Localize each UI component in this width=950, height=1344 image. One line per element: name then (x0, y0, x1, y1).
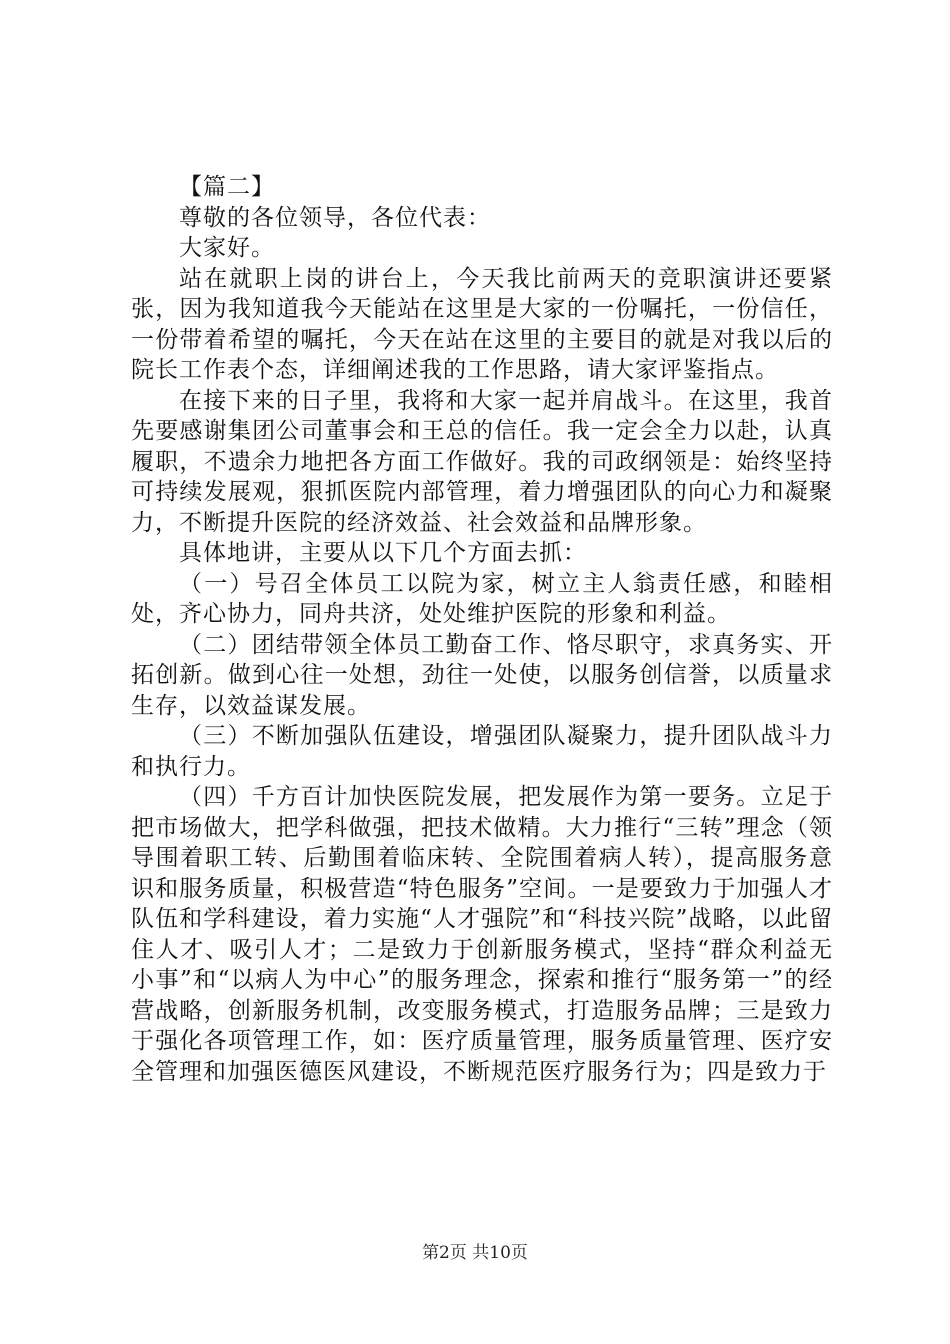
greeting: 大家好。 (179, 235, 275, 261)
section-heading: 【篇二】 (179, 174, 275, 200)
document-body (131, 172, 833, 1087)
salutation: 尊敬的各位领导，各位代表： (179, 204, 491, 231)
list-item: （二）团结带领全体员工勤奋工作、恪尽职守，求真务实、开拓创新。做到心往一处想，劲往一处使，以服务创信誉，以质量求生存，以效益谋发展。 (131, 631, 833, 719)
body-paragraph: 站在就职上岗的讲台上，今天我比前两天的竞职演讲还要紧张，因为我知道我今天能站在这里是大家的一份嘱托，一份信任，一份带着希望的嘱托，今天在站在这里的主要目的就是对我以后的院长工作表个态，详细阐述我的工作思路，请大家评鉴指点。 (131, 265, 833, 383)
list-item: （一）号召全体员工以院为家，树立主人翁责任感，和睦相处，齐心协力，同舟共济，处处维护医院的形象和利益。 (131, 570, 833, 627)
page-footer: 第2页 共10页 (422, 1243, 528, 1263)
body-paragraph: 在接下来的日子里，我将和大家一起并肩战斗。在这里，我首先要感谢集团公司董事会和王总的信任。我一定会全力以赴，认真履职，不遗余力地把各方面工作做好。我的司政纲领是：始终坚持可持续发展观，狠抓医院内部管理，着力增强团队的向心力和凝聚力，不断提升医院的经济效益、社会效益和品牌形象。 (131, 387, 833, 536)
list-item: （三）不断加强队伍建设，增强团队凝聚力，提升团队战斗力和执行力。 (131, 723, 833, 780)
list-item: （四）千方百计加快医院发展，把发展作为第一要务。立足于把市场做大，把学科做强，把技术做精。大力推行“三转”理念（领导围着职工转、后勤围着临床转、全院围着病人转），提高服务意识和服务质量，积极营造“特色服务”空间。一是要致力于加强人才队伍和学科建设，着力实施“人才强院”和“科技兴院”战略，以此留住人才、吸引人才；二是致力于创新服务模式，坚持“群众利益无小事”和“以病人为中心”的服务理念，探索和推行“服务第一”的经营战略，创新服务机制，改变服务模式，打造服务品牌；三是致力于强化各项管理工作，如：医疗质量管理，服务质量管理、医疗安全管理和加强医德医风建设，不断规范医疗服务行为；四是致力于 (131, 784, 833, 1085)
body-paragraph: 具体地讲，主要从以下几个方面去抓： (179, 540, 587, 566)
